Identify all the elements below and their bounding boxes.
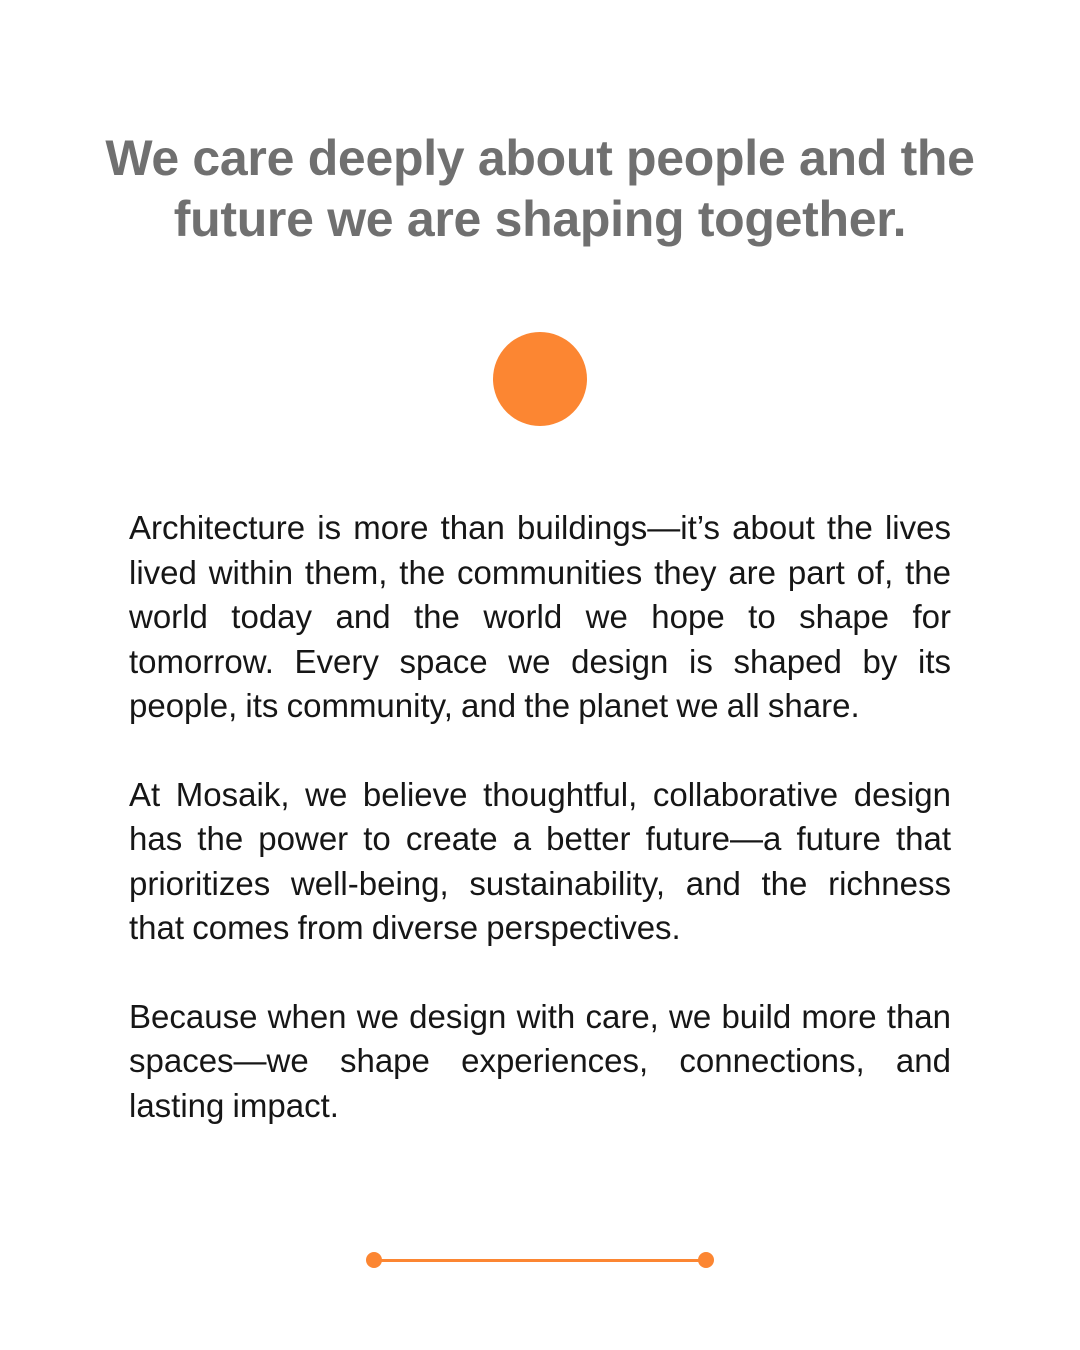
divider-dot-right-icon (698, 1252, 714, 1268)
paragraph-closing: Because when we design with care, we build more than spaces—we shape experiences, connections, and lasting impact. (129, 997, 951, 1124)
paragraph-mission: At Mosaik, we believe thoughtful, collaborative design has the power to create a better future—a future that prioritizes well-being, sustainability, and the richness that comes from diverse perspectives. (129, 775, 951, 946)
divider-dot-left-icon (366, 1252, 382, 1268)
orange-circle-icon (493, 332, 587, 426)
headline: We care deeply about people and the future we are shaping together. (105, 130, 975, 247)
divider-line (376, 1259, 704, 1262)
paragraph-intro: Architecture is more than buildings—it’s about the lives lived within them, the communities they are part of, the world today and the world we hope to shape for tomorrow. Every space we design is shaped by its people, its community, and the planet we all share. (129, 509, 951, 724)
divider (366, 1250, 714, 1270)
body-text (129, 506, 951, 1128)
